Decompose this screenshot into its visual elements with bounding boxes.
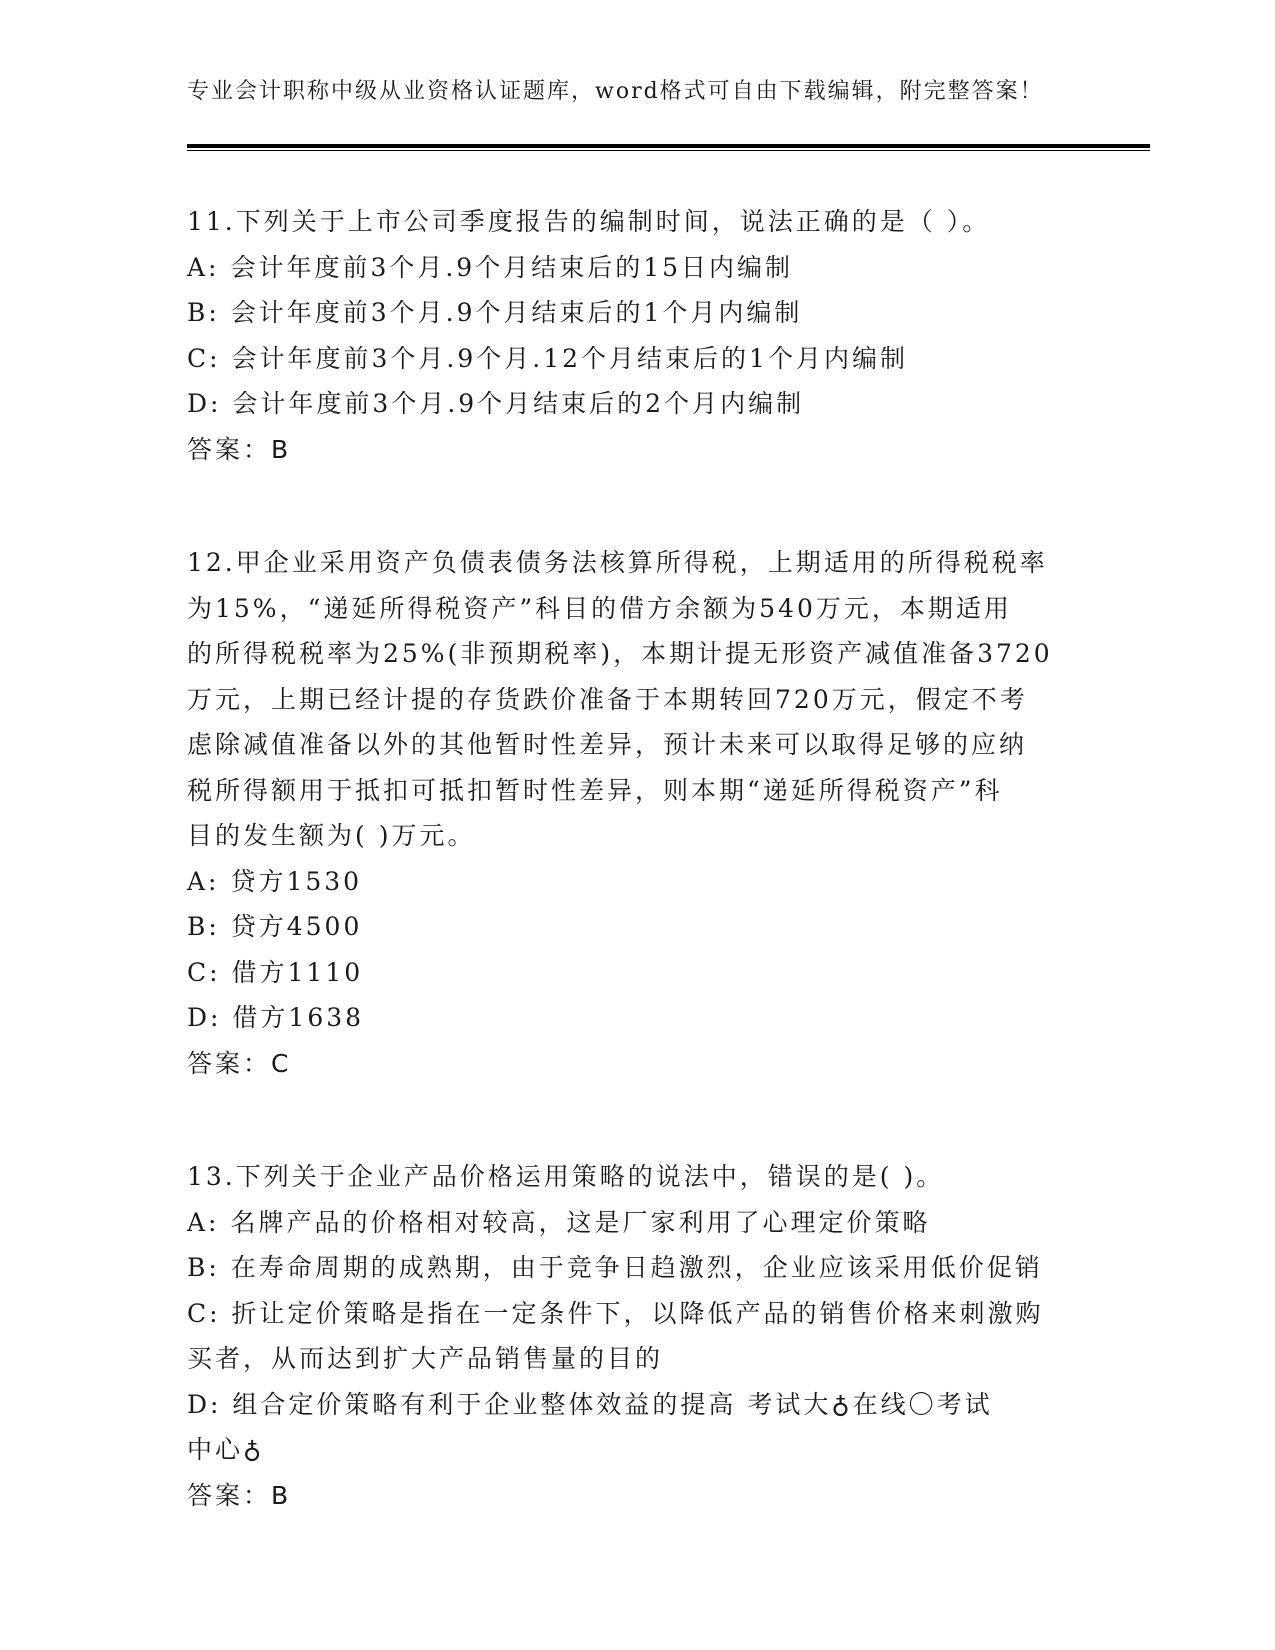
option-letter: A: — [187, 866, 220, 896]
question-stem-line: 虑除减值准备以外的其他暂时性差异，预计未来可以取得足够的应纳 — [187, 730, 1028, 759]
option-b — [187, 290, 1087, 336]
option-letter: D: — [187, 389, 222, 418]
question-stem-line: 万元，上期已经计提的存货跌价准备于本期转回720万元，假定不考 — [187, 684, 1028, 714]
header-divider — [187, 144, 1150, 148]
question-12 — [187, 540, 1087, 1086]
option-b — [187, 904, 1087, 950]
option-a — [187, 859, 1087, 905]
option-text: 会计年度前3个月.9个月结束后的2个月内编制 — [232, 389, 805, 418]
option-text: 会计年度前3个月.9个月结束后的1个月内编制 — [230, 298, 803, 327]
option-a — [187, 1200, 1087, 1246]
question-stem: 11.下列关于上市公司季度报告的编制时间，说法正确的是（ ）。 — [187, 207, 991, 236]
question-stem-line: 的所得税税率为25%(非预期税率)，本期计提无形资产减值准备3720 — [187, 639, 1053, 668]
option-a — [187, 245, 1087, 291]
option-c — [187, 950, 1087, 996]
option-letter: B: — [187, 912, 220, 941]
option-text: 借方1110 — [231, 957, 364, 987]
option-text: 名牌产品的价格相对较高，这是厂家利用了心理定价策略 — [230, 1207, 931, 1237]
answer-line — [187, 1473, 1087, 1519]
option-d — [187, 1382, 1087, 1428]
answer-label: 答案： — [187, 434, 272, 464]
option-d-continued: 中心♁ — [187, 1435, 265, 1464]
option-text: 借方1638 — [232, 1003, 365, 1032]
answer-value: B — [271, 1480, 290, 1510]
option-letter: C: — [187, 343, 221, 373]
question-stem-line: 税所得额用于抵扣可抵扣暂时性差异，则本期“递延所得税资产”科 — [187, 775, 1003, 805]
option-c-continued: 买者，从而达到扩大产品销售量的目的 — [187, 1344, 664, 1373]
option-letter: C: — [187, 1298, 221, 1328]
answer-line — [187, 1041, 1087, 1087]
option-text: 贷方4500 — [230, 912, 363, 941]
question-stem-line: 为15%，“递延所得税资产”科目的借方余额为540万元，本期适用 — [187, 593, 1012, 623]
question-stem-line: 目的发生额为( )万元。 — [187, 821, 476, 850]
question-stem: 13.下列关于企业产品价格运用策略的说法中，错误的是( )。 — [187, 1162, 945, 1191]
option-text: 会计年度前3个月.9个月结束后的15日内编制 — [230, 252, 794, 282]
answer-value: C — [271, 1048, 290, 1078]
option-letter: A: — [187, 1207, 220, 1237]
page-header: 专业会计职称中级从业资格认证题库，word格式可自由下载编辑，附完整答案！ — [187, 79, 1044, 104]
question-13 — [187, 1154, 1087, 1518]
answer-line — [187, 427, 1087, 473]
option-c — [187, 1291, 1087, 1337]
option-text: 在寿命周期的成熟期，由于竞争日趋激烈，企业应该采用低价促销 — [230, 1253, 1043, 1282]
option-letter: D: — [187, 1389, 222, 1419]
option-letter: B: — [187, 298, 220, 327]
option-letter: D: — [187, 1003, 222, 1032]
option-letter: B: — [187, 1253, 220, 1282]
option-c — [187, 336, 1087, 382]
answer-label: 答案： — [187, 1480, 272, 1510]
question-stem-line: 12.甲企业采用资产负债表债务法核算所得税，上期适用的所得税税率 — [187, 548, 1048, 577]
option-text: 组合定价策略有利于企业整体效益的提高 考试大♁在线〇考试 — [232, 1389, 993, 1419]
option-text: 会计年度前3个月.9个月.12个月结束后的1个月内编制 — [231, 343, 908, 373]
option-text: 贷方1530 — [230, 866, 363, 896]
question-list — [187, 199, 1087, 1586]
question-11 — [187, 199, 1087, 472]
answer-label: 答案： — [187, 1048, 272, 1078]
option-b — [187, 1245, 1087, 1291]
option-letter: C: — [187, 957, 221, 987]
option-text: 折让定价策略是指在一定条件下，以降低产品的销售价格来刺激购 — [231, 1298, 1044, 1328]
option-letter: A: — [187, 252, 220, 282]
option-d — [187, 381, 1087, 427]
option-d — [187, 995, 1087, 1041]
answer-value: B — [271, 434, 290, 464]
